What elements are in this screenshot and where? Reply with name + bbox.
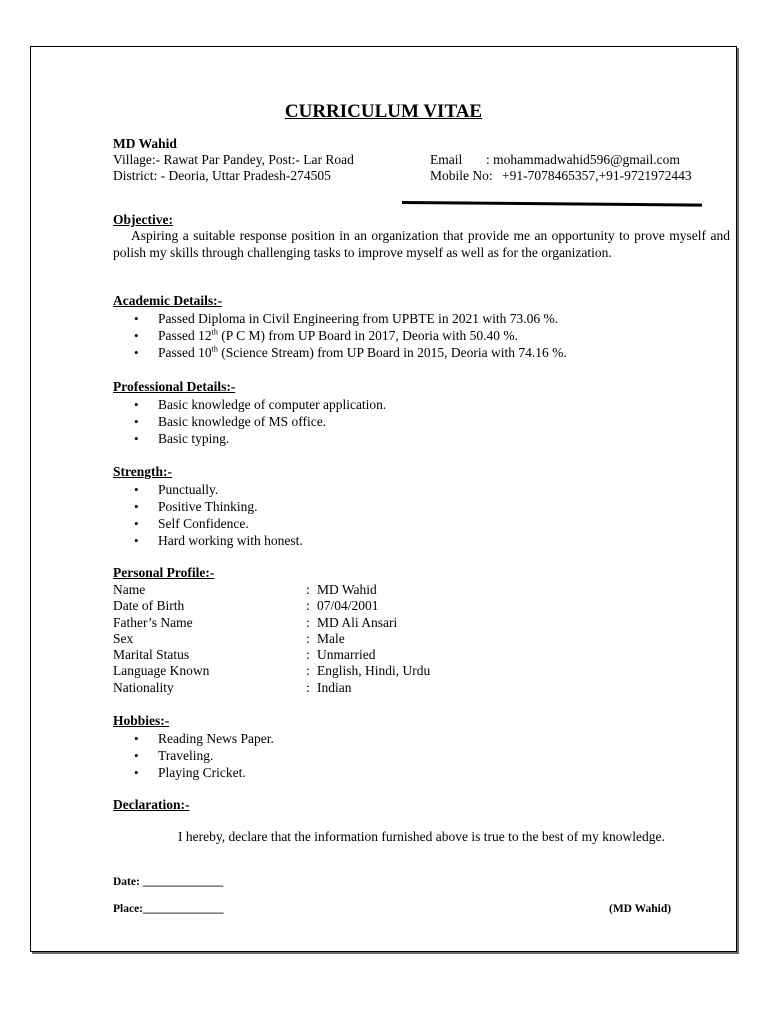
bullet-icon: • [134, 328, 139, 343]
bullet-icon: • [134, 516, 139, 531]
declaration-text: I hereby, declare that the information furnished above is true to the best of my knowledge. [178, 829, 665, 844]
bullet-icon: • [134, 499, 139, 514]
list-item: • Basic typing. [134, 431, 230, 446]
bullet-icon: • [134, 748, 139, 763]
bullet-icon: • [134, 311, 139, 326]
personal-heading: Personal Profile:- [113, 565, 215, 580]
candidate-name: MD Wahid [113, 136, 177, 151]
list-item: • Punctually. [134, 482, 219, 497]
professional-list [113, 396, 386, 447]
objective-text: Aspiring a suitable response position in an organization that provide me an opportunity to prove myself and polish my skills through challenging tasks to improve myself as well as for the organization. [113, 228, 730, 260]
academic-heading: Academic Details:- [113, 293, 223, 308]
list-item: • Hard working with honest. [134, 533, 303, 548]
list-item: • Self Confidence. [134, 516, 249, 531]
address-line-2: District: - Deoria, Uttar Pradesh-274505 [113, 168, 331, 183]
bullet-icon: • [134, 731, 139, 746]
academic-list [113, 310, 567, 361]
bullet-icon: • [134, 345, 139, 360]
email-label: Email [430, 152, 463, 167]
email-value: : mohammadwahid596@gmail.com [486, 152, 680, 167]
declaration-heading: Declaration:- [113, 797, 190, 812]
list-item: • Positive Thinking. [134, 499, 258, 514]
bullet-icon: • [134, 431, 139, 446]
strength-heading: Strength:- [113, 464, 172, 479]
professional-heading: Professional Details:- [113, 379, 236, 394]
bullet-icon: • [134, 533, 139, 548]
place-field: Place:______________ [113, 903, 224, 915]
list-item: • Basic knowledge of MS office. [134, 414, 327, 429]
list-item: • Passed 12th (P C M) from UP Board in 2017, Deoria with 50.40 %. [134, 327, 518, 343]
list-item: • Traveling. [134, 748, 214, 763]
mobile-value: +91-7078465357,+91-9721972443 [502, 168, 692, 183]
list-item: • Basic knowledge of computer application. [134, 397, 387, 412]
mobile-label: Mobile No: [430, 168, 493, 183]
list-item: • Playing Cricket. [134, 765, 246, 780]
hobbies-heading: Hobbies:- [113, 713, 170, 728]
bullet-icon: • [134, 397, 139, 412]
list-item: • Reading News Paper. [134, 731, 274, 746]
list-item: • Passed 10th (Science Stream) from UP Board in 2015, Deoria with 74.16 %. [134, 344, 567, 360]
header-divider [402, 201, 702, 207]
hobbies-list [113, 730, 274, 781]
signature-name: (MD Wahid) [609, 903, 672, 915]
resume-page: CURRICULUM VITAE MD Wahid Village:- Rawat Par Pandey, Post:- Lar Road District: - Deoria, Uttar Pradesh-274505 Email : mohammadwahid596@gmail.com Mobile No: +91-7078465357,+91-9721972443 Objective: Aspiring a suitable response position in an organization that provide me an opportunity to prove myself and polish my skills through challenging tasks to improve myself as well as for the organization. Academic Details:- • Passed Diploma in Civil Engineering from UPBTE in 2021 with 73.06 %. • Passed 12th (P C M) from UP Board in 2017, Deoria with 50.40 %. • Passed 10th (Science Stream) from UP Board in 2015, Deoria with 74.16 %. Professional Details:- • Basic knowledge of computer application. • Basic knowledge of MS office. • Basic typing. Strength:- • Punctually. • Positive Thinking. • Self Confidence. • Hard working with honest. Personal Profile:- Name : MD Wahid Date of Birth : 07/04/2001 Father’s Name : MD Ali Ansari Sex : Male Marital Status : Unmarried Language Known : English, Hindi, Urdu Nationality : Indian Hobbies:- • Reading News Paper. • Traveling. • Playing Cricket. Declaration:- I hereby, declare that the information furnished above is true to the best of my knowledge. Date: ______________ Place:______________ (MD Wahid) [30, 46, 737, 952]
bullet-icon: • [134, 414, 139, 429]
list-item: • Passed Diploma in Civil Engineering from UPBTE in 2021 with 73.06 %. [134, 311, 559, 326]
objective-heading: Objective: [113, 212, 173, 227]
address-line-1: Village:- Rawat Par Pandey, Post:- Lar Road [113, 152, 354, 167]
strength-list [113, 481, 303, 549]
document-title: CURRICULUM VITAE [284, 101, 483, 122]
bullet-icon: • [134, 482, 139, 497]
bullet-icon: • [134, 765, 139, 780]
date-field: Date: ______________ [113, 876, 224, 888]
